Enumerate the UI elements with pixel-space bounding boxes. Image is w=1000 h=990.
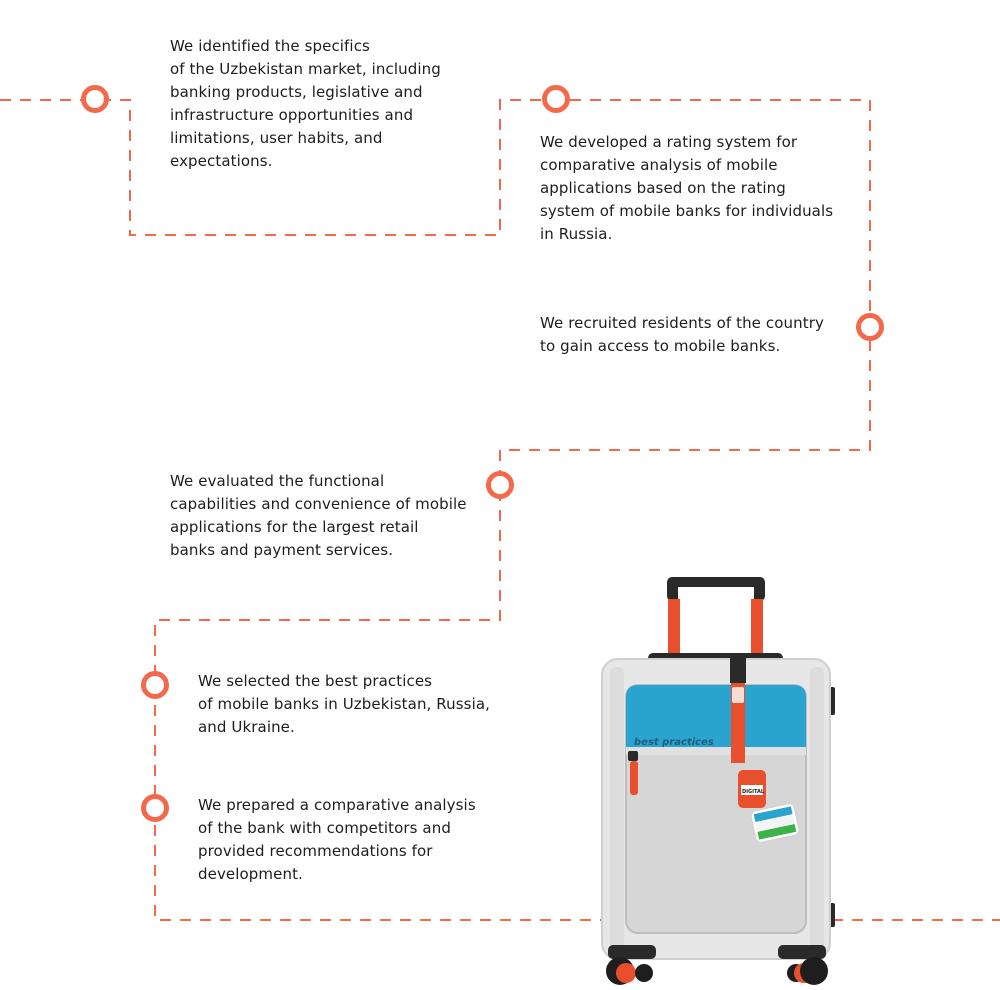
step-4-text: We evaluated the functional capabilities and convenience of mobile applications for the largest retail banks and payment services.: [170, 472, 467, 559]
step-1-text: We identified the specifics of the Uzbekistan market, including banking products, legislative and infrastructure opportunities and limitations, user habits, and expectations.: [170, 37, 441, 170]
suitcase-handle-rod-right: [751, 599, 763, 661]
step-2-text: We developed a rating system for comparative analysis of mobile applications based on the rating system of mobile banks for individuals in Russia.: [540, 133, 834, 243]
step-5-text: We selected the best practices of mobile banks in Uzbekistan, Russia, and Ukraine.: [198, 672, 491, 736]
timeline-node-4: [489, 474, 512, 497]
timeline-node-6: [144, 797, 167, 820]
suitcase-handle-rod-left: [668, 599, 680, 661]
timeline-node-5: [144, 674, 167, 697]
timeline-node-2: [545, 88, 568, 111]
svg-text:DIGITAL: DIGITAL: [742, 789, 765, 795]
step-3-text: We recruited residents of the country to gain access to mobile banks.: [540, 314, 824, 355]
suitcase-wheels: [606, 957, 828, 985]
pocket-label: best practices: [634, 737, 714, 748]
suitcase-illustration: [590, 575, 850, 990]
luggage-strap: [730, 655, 746, 683]
timeline-node-1: [84, 88, 107, 111]
timeline-node-3: [859, 316, 882, 339]
step-6-text: We prepared a comparative analysis of the bank with competitors and provided recommendations for development.: [198, 796, 476, 883]
